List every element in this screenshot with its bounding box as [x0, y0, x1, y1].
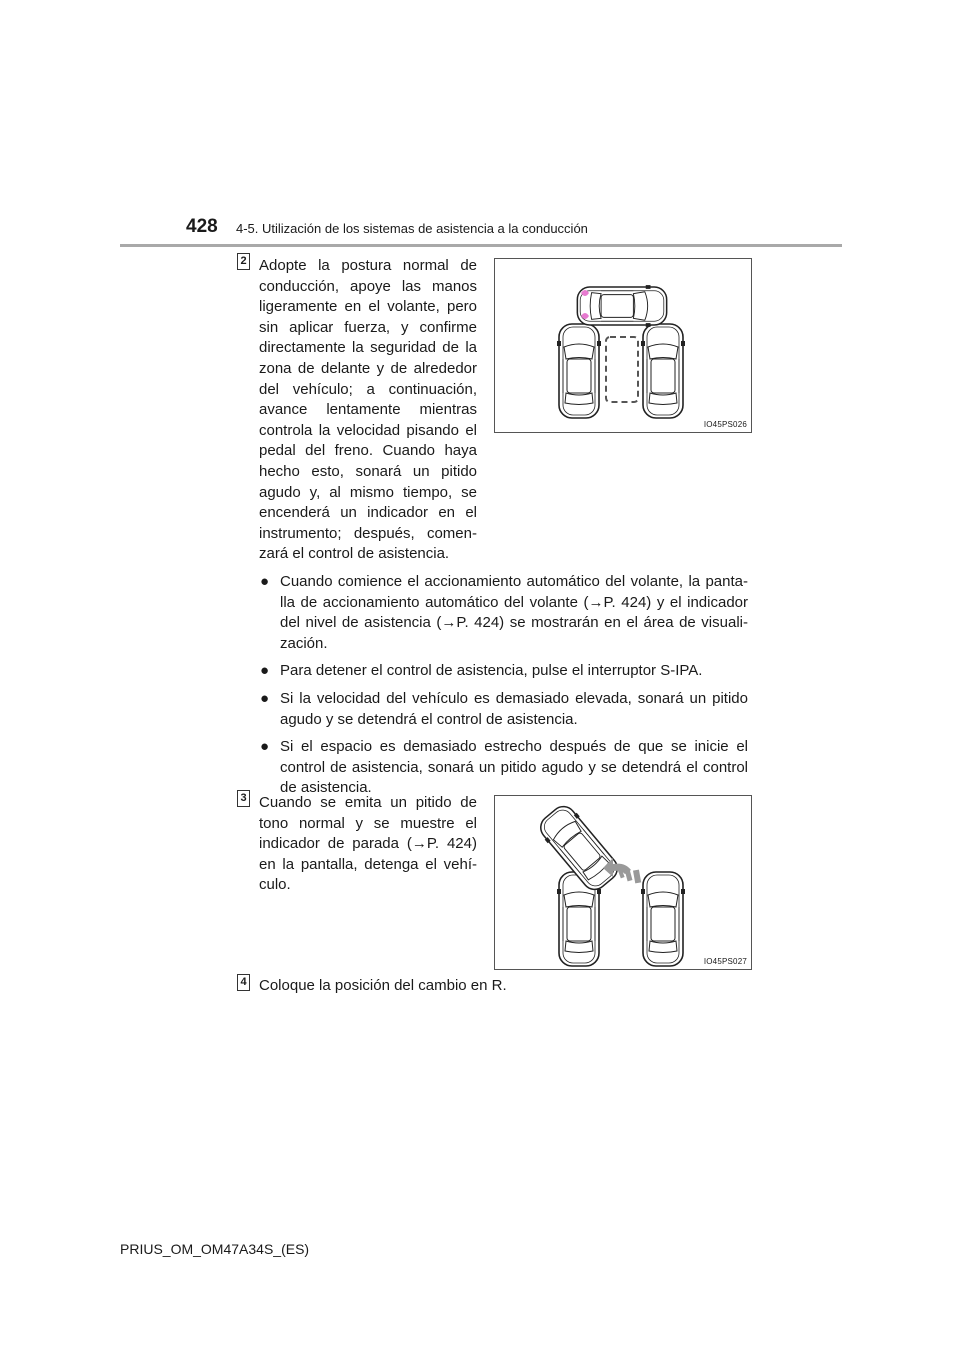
- figure-parking-stop: [494, 795, 752, 970]
- step-number-3: 3: [237, 790, 250, 807]
- step-number-2: 2: [237, 253, 250, 270]
- step-2-text: Adopte la postura normal de conducción, apoye las manos ligeramente en el volante, pero sin aplicar fuerza, y confirme directamente la seguridad de la zona de delante y de alrededor del vehículo; a continuación, avance lentamente mientras controla la velocidad pisando el pedal del freno. Cuando haya hecho esto, sonará un pitido agudo y, al mismo tiempo, se encenderá un indicador en el instrumento; después, comen-zará el control de asistencia.: [259, 257, 477, 563]
- bullet-text: Para detener el control de asistencia, pulse el interruptor S-IPA.: [280, 662, 703, 680]
- figure-code: IO45PS027: [703, 957, 747, 966]
- parking-start-illustration: [495, 259, 751, 432]
- step-4-text: Coloque la posición del cambio en R.: [259, 977, 507, 994]
- bullet-icon: ●: [260, 573, 270, 590]
- figure-code: IO45PS026: [703, 420, 747, 429]
- notes-list: [259, 572, 748, 806]
- bullet-text: Si la velocidad del vehículo es demasiado elevada, sonará un pitido agudo y se detendrá el control de asistencia.: [280, 689, 748, 728]
- bullet-text: Cuando comience el accionamiento automático del volante, la panta-lla de accionamiento automático del volante (→P. 424) y el indicador del nivel de asistencia (→P. 424) se mostrarán en el área de visuali-zación.: [280, 573, 748, 652]
- list-item: [259, 572, 748, 654]
- list-item: [259, 737, 748, 799]
- parked-car-right-icon: [641, 872, 685, 966]
- bullet-icon: ●: [260, 689, 270, 707]
- page-number: 428: [186, 216, 218, 237]
- list-item: [259, 661, 748, 682]
- section-title: 4-5. Utilización de los sistemas de asistencia a la conducción: [236, 221, 588, 236]
- figure-parking-start: [494, 258, 752, 433]
- own-vehicle-icon: [577, 285, 666, 327]
- step-3-text: Cuando se emita un pitido de tono normal y se muestre el indicador de parada (→P. 424) en la pantalla, detenga el vehí-culo.: [259, 794, 477, 894]
- target-parking-space: [606, 337, 638, 402]
- list-item: [259, 689, 748, 730]
- bullet-icon: ●: [260, 738, 270, 756]
- step-number-4: 4: [237, 974, 250, 991]
- bullet-text: Si el espacio es demasiado estrecho después de que se inicie el control de asistencia, sonará un pitido agudo y se detendrá el control de asistencia.: [280, 738, 748, 797]
- parking-stop-illustration: [495, 796, 751, 969]
- bullet-icon: ●: [260, 662, 270, 680]
- parked-car-right-icon: [641, 324, 685, 418]
- parked-car-left-icon: [557, 324, 601, 418]
- model-code-footer: PRIUS_OM_OM47A34S_(ES): [120, 1241, 310, 1257]
- header-divider: [120, 244, 842, 247]
